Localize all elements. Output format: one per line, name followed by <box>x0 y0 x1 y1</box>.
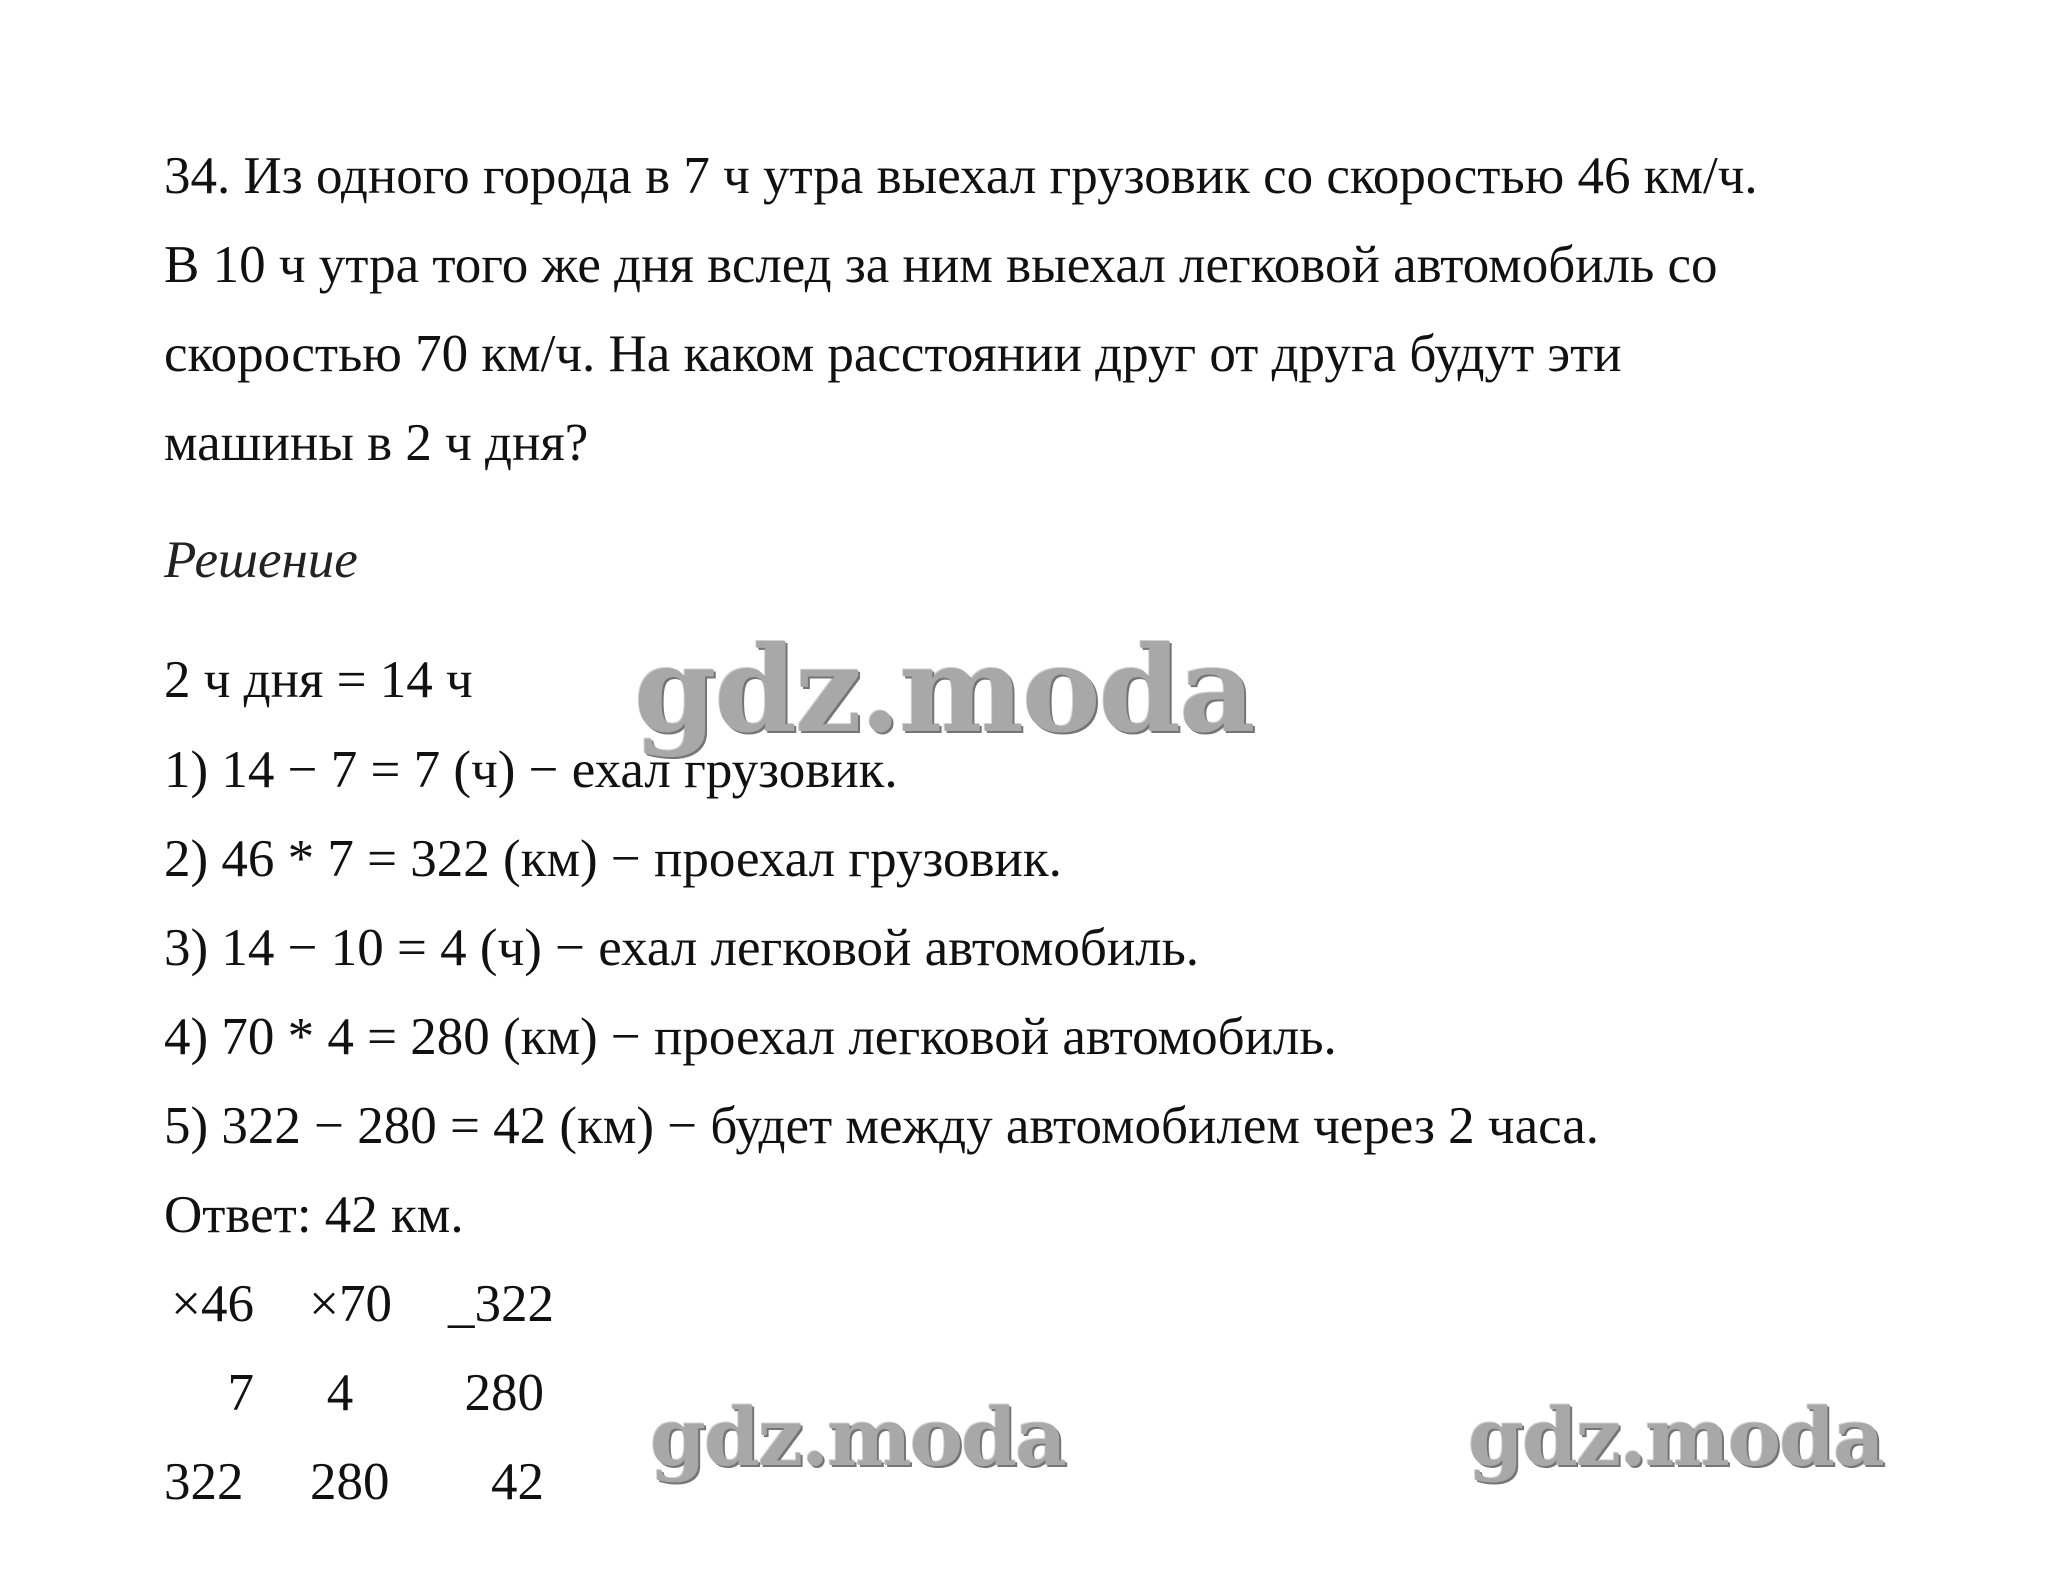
mult1-result: 322 <box>164 1453 244 1511</box>
solution-step-5: 5) 322 − 280 = 42 (км) − будет между автомобилем через 2 часа. <box>164 1097 1600 1155</box>
problem-line-2: В 10 ч утра того же дня вслед за ним выехал легковой автомобиль со <box>164 236 1718 294</box>
solution-step-2: 2) 46 * 7 = 322 (км) − проехал грузовик. <box>164 830 1062 888</box>
mult2-bottom-value: 4 <box>326 1364 354 1422</box>
mult2-top: ×70 <box>309 1275 392 1333</box>
mult2-bottom <box>310 1363 370 1423</box>
answer: Ответ: 42 км. <box>164 1186 464 1244</box>
solution-step-4: 4) 70 * 4 = 280 (км) − проехал легковой автомобиль. <box>164 1008 1337 1066</box>
sub-bottom-value: 280 <box>464 1364 544 1422</box>
mult1-top: ×46 <box>171 1275 254 1333</box>
watermark-1: gdz.moda <box>634 620 1254 759</box>
problem-line-1: 34. Из одного города в 7 ч утра выехал грузовик со скоростью 46 км/ч. <box>164 147 1758 205</box>
solution-step-3: 3) 14 − 10 = 4 (ч) − ехал легковой автомобиль. <box>164 919 1200 977</box>
time-conversion: 2 ч дня = 14 ч <box>164 651 473 709</box>
solution-step-1: 1) 14 − 7 = 7 (ч) − ехал грузовик. <box>164 741 898 799</box>
sub-result: 42 <box>491 1453 544 1511</box>
watermark-2: gdz.moda <box>650 1390 1065 1484</box>
mult1-bottom <box>164 1363 254 1423</box>
mult2-result: 280 <box>310 1453 390 1511</box>
watermark-3: gdz.moda <box>1468 1390 1883 1484</box>
sub-top: _322 <box>448 1275 554 1333</box>
sub-bottom <box>454 1363 544 1423</box>
mult1-bottom-value: 7 <box>227 1364 254 1422</box>
problem-line-3: скоростью 70 км/ч. На каком расстоянии друг от друга будут эти <box>164 325 1622 383</box>
solution-heading: Решение <box>164 531 358 589</box>
problem-line-4: машины в 2 ч дня? <box>164 414 589 472</box>
